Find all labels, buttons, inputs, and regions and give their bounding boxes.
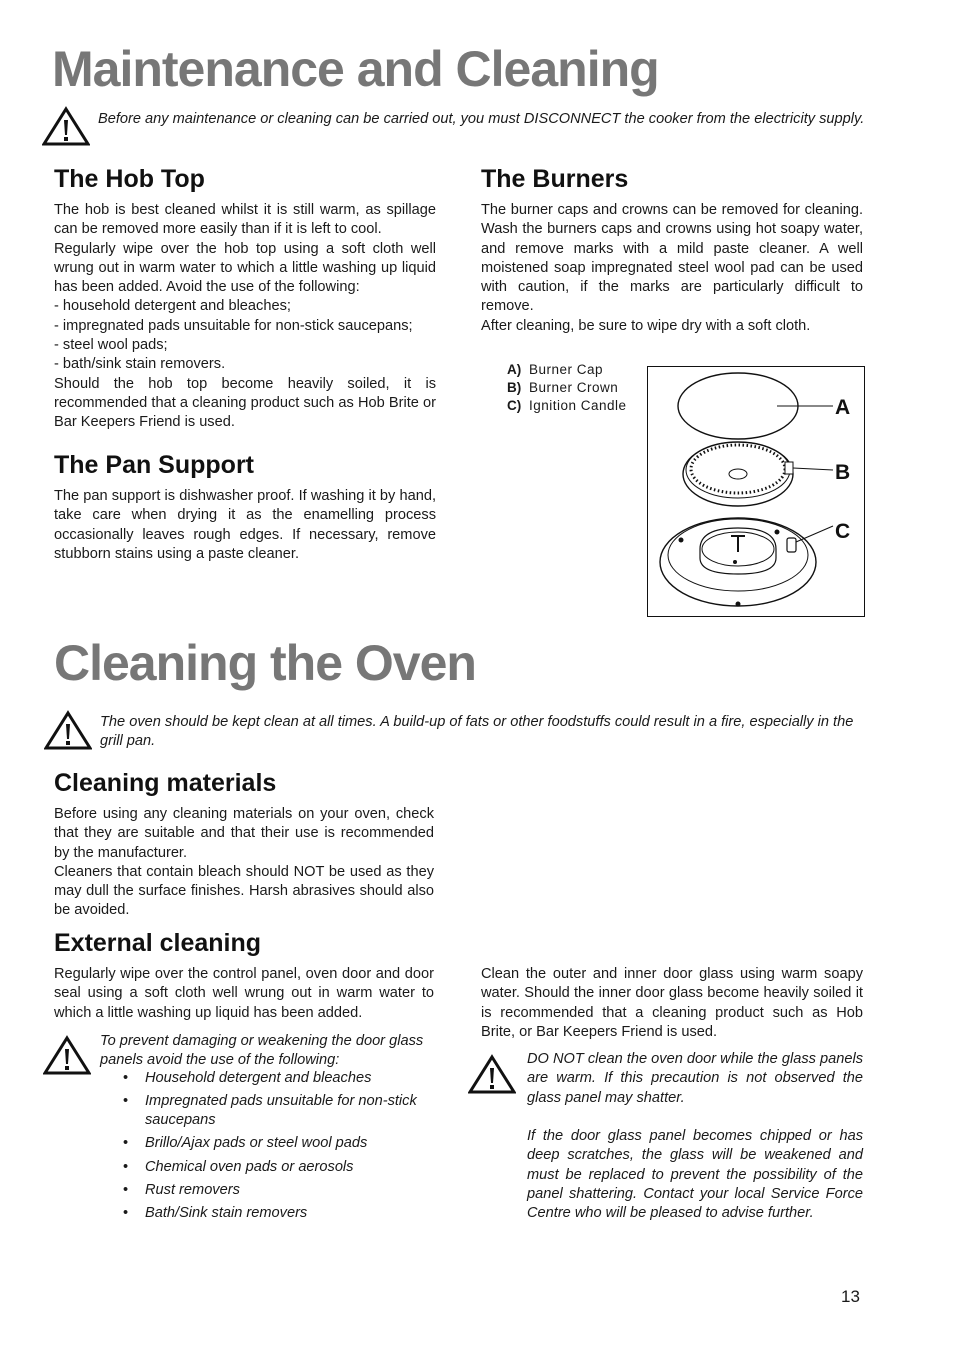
burners-para: The burner caps and crowns can be removed for cleaning. Wash the burners caps and crowns using hot soapy water, and remove marks with a mild paste cleaner. A well moistened soap impregnated steel wool pad can be used with caution, if the marks are particularly difficult to remove. xyxy=(481,202,863,315)
glass-warnings xyxy=(527,1050,863,1224)
glass-damage-warning: If the door glass panel becomes chipped or has deep scratches, the glass will be weakened and must be replaced to prevent the possibility of the panel shattering. Contact your local Service Force Centre who will be pleased to advise further. xyxy=(527,1128,863,1222)
list-item: • Brillo/Ajax pads or steel wool pads xyxy=(123,1135,368,1152)
hob-top-heading: The Hob Top xyxy=(54,165,205,193)
hob-top-list-item: - impregnated pads unsuitable for non-stick saucepans; xyxy=(54,317,413,334)
pan-support-text: The pan support is dishwasher proof. If washing it by hand, take care when drying it as the enamelling process occasionally leaves rough edges. If necessary, remove stubborn stains using a paste cleaner. xyxy=(54,488,436,562)
glass-warm-warning: DO NOT clean the oven door while the glass panels are warm. If this precaution is not observed the glass panel may shatter. xyxy=(527,1051,863,1106)
burners-text xyxy=(481,201,863,336)
hob-top-para: Should the hob top become heavily soiled, it is recommended that a cleaning product such as Hob Brite or Bar Keepers Friend is used. xyxy=(54,375,436,431)
materials-text xyxy=(54,805,434,921)
burner-legend xyxy=(507,361,627,415)
avoid-list xyxy=(123,1069,436,1227)
hob-top-list-item: - household detergent and bleaches; xyxy=(54,298,291,315)
list-item: • Household detergent and bleaches xyxy=(123,1070,372,1086)
list-item: • Chemical oven pads or aerosols xyxy=(123,1158,354,1175)
warning-icon xyxy=(468,1054,516,1094)
external-heading: External cleaning xyxy=(54,929,262,957)
pan-support-heading: The Pan Support xyxy=(54,451,254,479)
materials-para: Cleaners that contain bleach should NOT be used as they may dull the surface finishes. Harsh abrasives should also be avoided. xyxy=(54,863,434,919)
legend-item: B) Burner Crown xyxy=(507,380,619,395)
legend-item: A) Burner Cap xyxy=(507,362,604,377)
oven-clean-warning: The oven should be kept clean at all times. A build-up of fats or other foodstuffs could result in a fire, especially in the grill pan. xyxy=(100,714,854,750)
glass-clean-text: Clean the outer and inner door glass using warm soapy water. Should the inner door glass become heavily soiled it is recommended that a cleaning product such as Hob Brite, or Bar Keepers Friend is used. xyxy=(481,966,863,1040)
oven-title: Cleaning the Oven xyxy=(54,635,476,691)
diagram-label-a: A xyxy=(835,396,851,419)
list-item: • Bath/Sink stain removers xyxy=(123,1204,308,1221)
door-glass-warning: To prevent damaging or weakening the door glass panels avoid the use of the following: xyxy=(100,1033,424,1069)
warning-icon xyxy=(43,1035,91,1075)
list-item: • Rust removers xyxy=(123,1181,240,1198)
page-number: 13 xyxy=(841,1287,860,1306)
page-title: Maintenance and Cleaning xyxy=(52,41,659,97)
materials-heading: Cleaning materials xyxy=(54,769,277,797)
hob-top-para: The hob is best cleaned whilst it is still warm, as spillage can be removed more easily than if it is left to cool. xyxy=(54,202,436,238)
hob-top-text xyxy=(54,201,436,433)
warning-icon xyxy=(44,710,92,750)
disconnect-warning: Before any maintenance or cleaning can be carried out, you must DISCONNECT the cooker from the electricity supply. xyxy=(98,111,865,127)
external-text: Regularly wipe over the control panel, oven door and door seal using a soft cloth well wrung out in warm water to which a little washing up liquid has been added. xyxy=(54,966,434,1021)
diagram-label-b: B xyxy=(835,461,851,484)
materials-para: Before using any cleaning materials on your oven, check that they are suitable and that their use is recommended by the manufacturer. xyxy=(54,806,434,861)
list-item: • Impregnated pads unsuitable for non-stick saucepans xyxy=(123,1093,417,1129)
burner-diagram xyxy=(647,366,865,617)
diagram-label-c: C xyxy=(835,520,851,543)
legend-item: C) Ignition Candle xyxy=(507,398,627,413)
burners-para: After cleaning, be sure to wipe dry with a soft cloth. xyxy=(481,317,811,334)
hob-top-para: Regularly wipe over the hob top using a soft cloth well wrung out in warm water to which a little washing up liquid has been added. Avoid the use of the following: xyxy=(54,240,436,296)
hob-top-list-item: - steel wool pads; xyxy=(54,337,168,354)
warning-icon xyxy=(42,106,90,146)
hob-top-list-item: - bath/sink stain removers. xyxy=(54,356,226,373)
burners-heading: The Burners xyxy=(481,165,629,193)
